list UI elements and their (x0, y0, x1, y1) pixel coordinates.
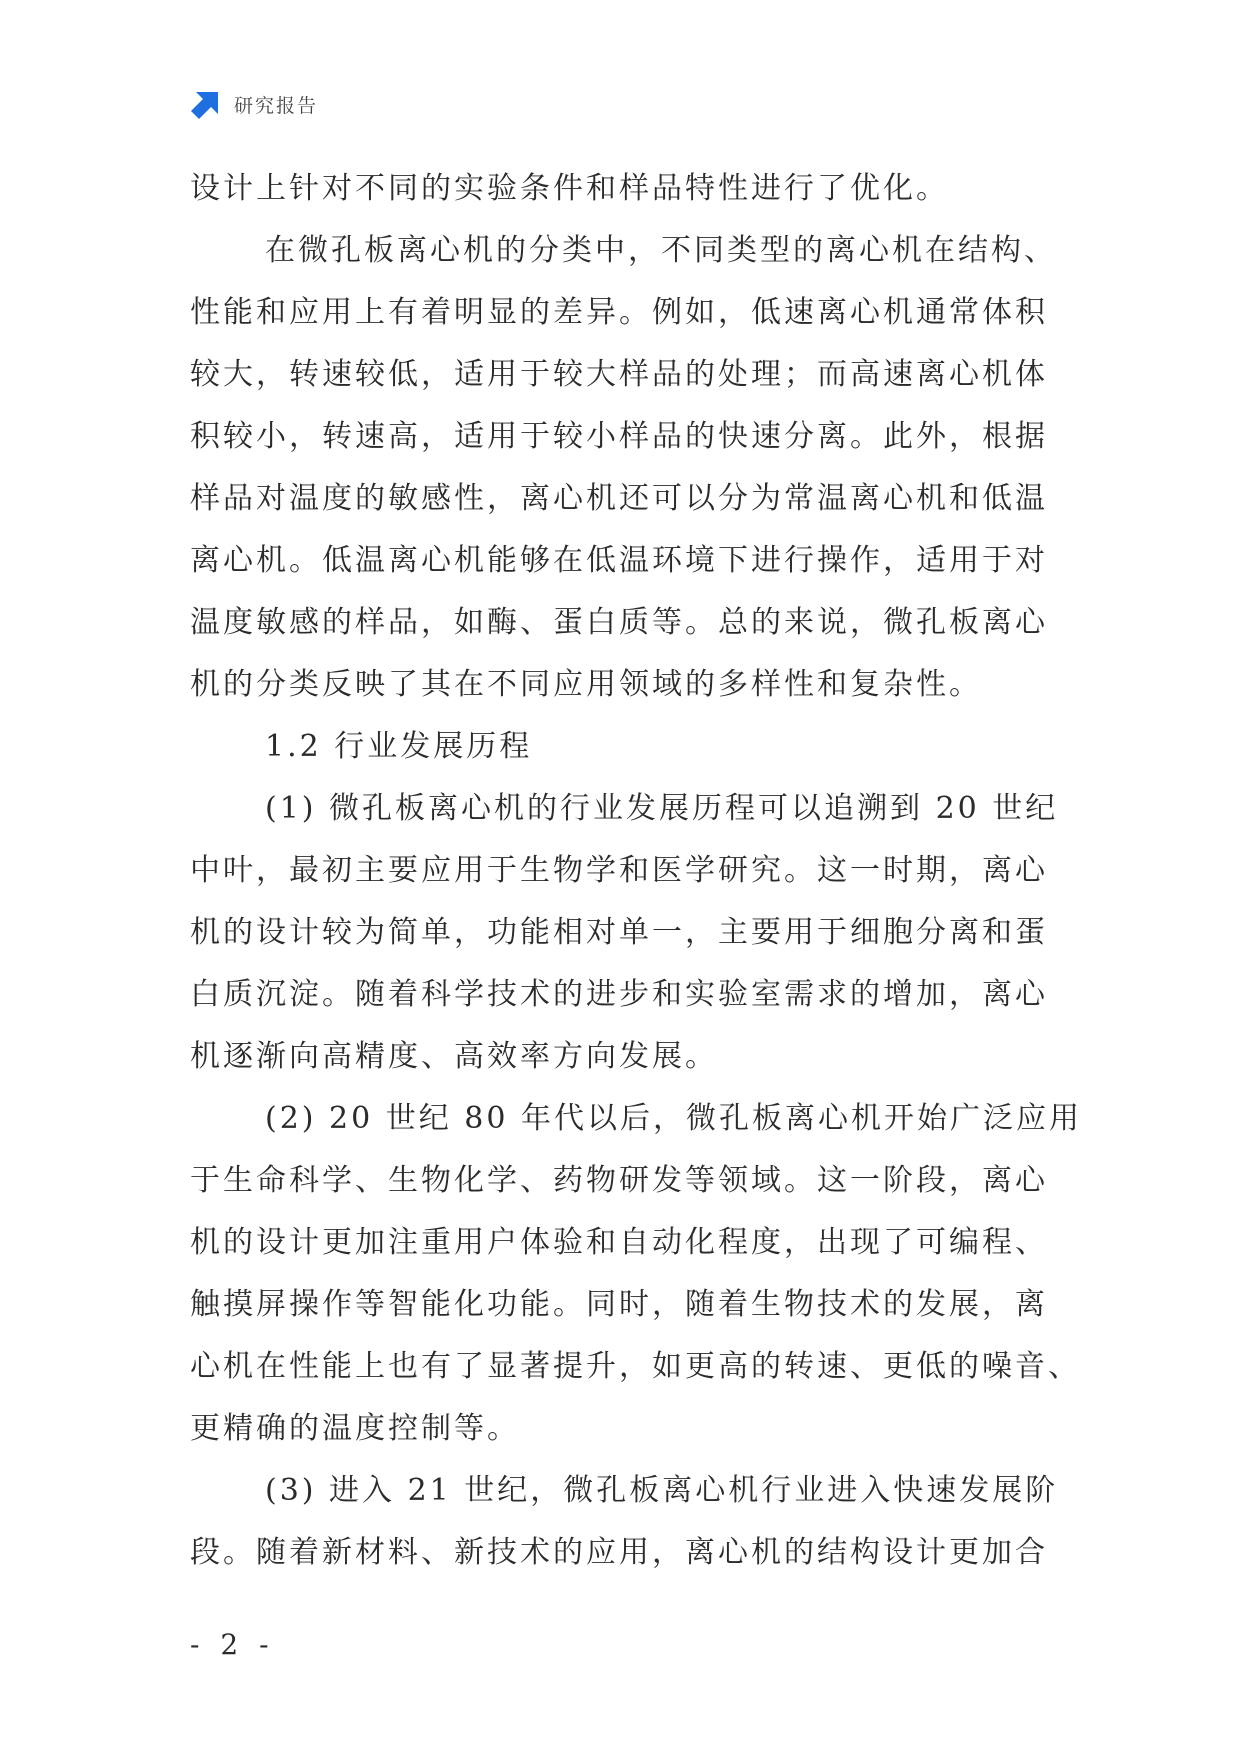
text-line: 机逐渐向高精度、高效率方向发展。 (190, 1039, 718, 1074)
section-heading: 1.2 行业发展历程 (265, 729, 533, 764)
text-line: 机的设计较为简单，功能相对单一，主要用于细胞分离和蛋 (190, 915, 1048, 950)
text-line: 于生命科学、生物化学、药物研发等领域。这一阶段，离心 (190, 1163, 1048, 1198)
text-line: 中叶，最初主要应用于生物学和医学研究。这一时期，离心 (190, 853, 1048, 888)
document-body (190, 158, 1082, 1584)
header-title: 研究报告 (234, 94, 319, 117)
text-line: 更精确的温度控制等。 (190, 1411, 520, 1446)
report-header (190, 88, 318, 120)
paragraph-start: (1) 微孔板离心机的行业发展历程可以追溯到 20 世纪 (265, 791, 1059, 826)
text-line: 样品对温度的敏感性，离心机还可以分为常温离心机和低温 (190, 481, 1048, 516)
text-line: 心机在性能上也有了显著提升，如更高的转速、更低的噪音、 (190, 1349, 1081, 1384)
arrow-up-right-icon (190, 88, 222, 120)
paragraph-start: (2) 20 世纪 80 年代以后，微孔板离心机开始广泛应用 (265, 1101, 1082, 1136)
text-line: 积较小，转速高，适用于较小样品的快速分离。此外，根据 (190, 419, 1048, 454)
text-line: 段。随着新材料、新技术的应用，离心机的结构设计更加合 (190, 1535, 1048, 1570)
text-line: 设计上针对不同的实验条件和样品特性进行了优化。 (190, 171, 949, 206)
text-line: 温度敏感的样品，如酶、蛋白质等。总的来说，微孔板离心 (190, 605, 1048, 640)
text-line: 较大，转速较低，适用于较大样品的处理；而高速离心机体 (190, 357, 1048, 392)
text-line: 机的设计更加注重用户体验和自动化程度，出现了可编程、 (190, 1225, 1048, 1260)
text-line: 触摸屏操作等智能化功能。同时，随着生物技术的发展，离 (190, 1287, 1048, 1322)
text-line: 性能和应用上有着明显的差异。例如，低速离心机通常体积 (190, 295, 1048, 330)
text-line: 白质沉淀。随着科学技术的进步和实验室需求的增加，离心 (190, 977, 1048, 1012)
page-number: - 2 - (190, 1628, 275, 1661)
paragraph-start: (3) 进入 21 世纪，微孔板离心机行业进入快速发展阶 (265, 1473, 1059, 1508)
paragraph-start: 在微孔板离心机的分类中，不同类型的离心机在结构、 (265, 233, 1057, 268)
text-line: 离心机。低温离心机能够在低温环境下进行操作，适用于对 (190, 543, 1048, 578)
text-line: 机的分类反映了其在不同应用领域的多样性和复杂性。 (190, 667, 982, 702)
